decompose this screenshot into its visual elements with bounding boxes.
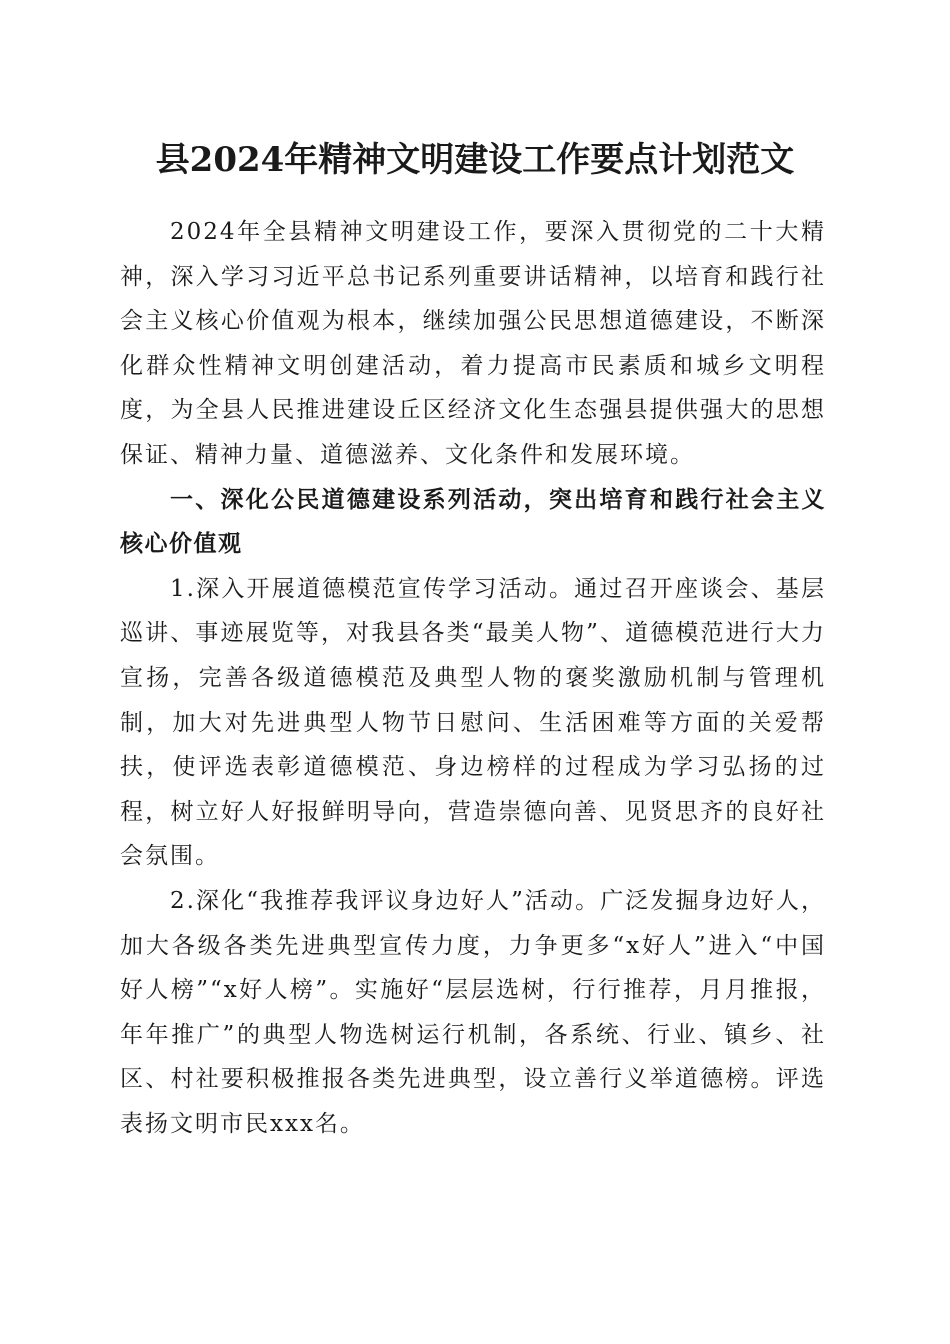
item-paragraph-2: 2.深化“我推荐我评议身边好人”活动。广泛发掘身边好人，加大各级各类先进典型宣传力度，力争更多“x好人”进入“中国好人榜”“x好人榜”。实施好“层层选树，行行推荐，月月推报，年年推广”的典型人物选树运行机制，各系统、行业、镇乡、社区、村社要积极推报各类先进典型，设立善行义举道德榜。评选表扬文明市民xxx名。 [120,887,826,1137]
intro-paragraph: 2024年全县精神文明建设工作，要深入贯彻党的二十大精神，深入学习习近平总书记系列重要讲话精神，以培育和践行社会主义核心价值观为根本，继续加强公民思想道德建设，不断深化群众性精神文明创建活动，着力提高市民素质和城乡文明程度，为全县人民推进建设丘区经济文化生态强县提供强大的思想保证、精神力量、道德滋养、文化条件和发展环境。 [120,219,826,468]
item-paragraph-1: 1.深入开展道德模范宣传学习活动。通过召开座谈会、基层巡讲、事迹展览等，对我县各类“最美人物”、道德模范进行大力宣扬，完善各级道德模范及典型人物的褒奖激励机制与管理机制，加大对先进典型人物节日慰问、生活困难等方面的关爱帮扶，使评选表彰道德模范、身边榜样的过程成为学习弘扬的过程，树立好人好报鲜明导向，营造崇德向善、见贤思齐的良好社会氛围。 [120,575,826,870]
document-body [120,210,826,1146]
section-heading-1: 一、深化公民道德建设系列活动，突出培育和践行社会主义核心价值观 [120,486,826,558]
document-title: 县2024年精神文明建设工作要点计划范文 [155,140,795,180]
